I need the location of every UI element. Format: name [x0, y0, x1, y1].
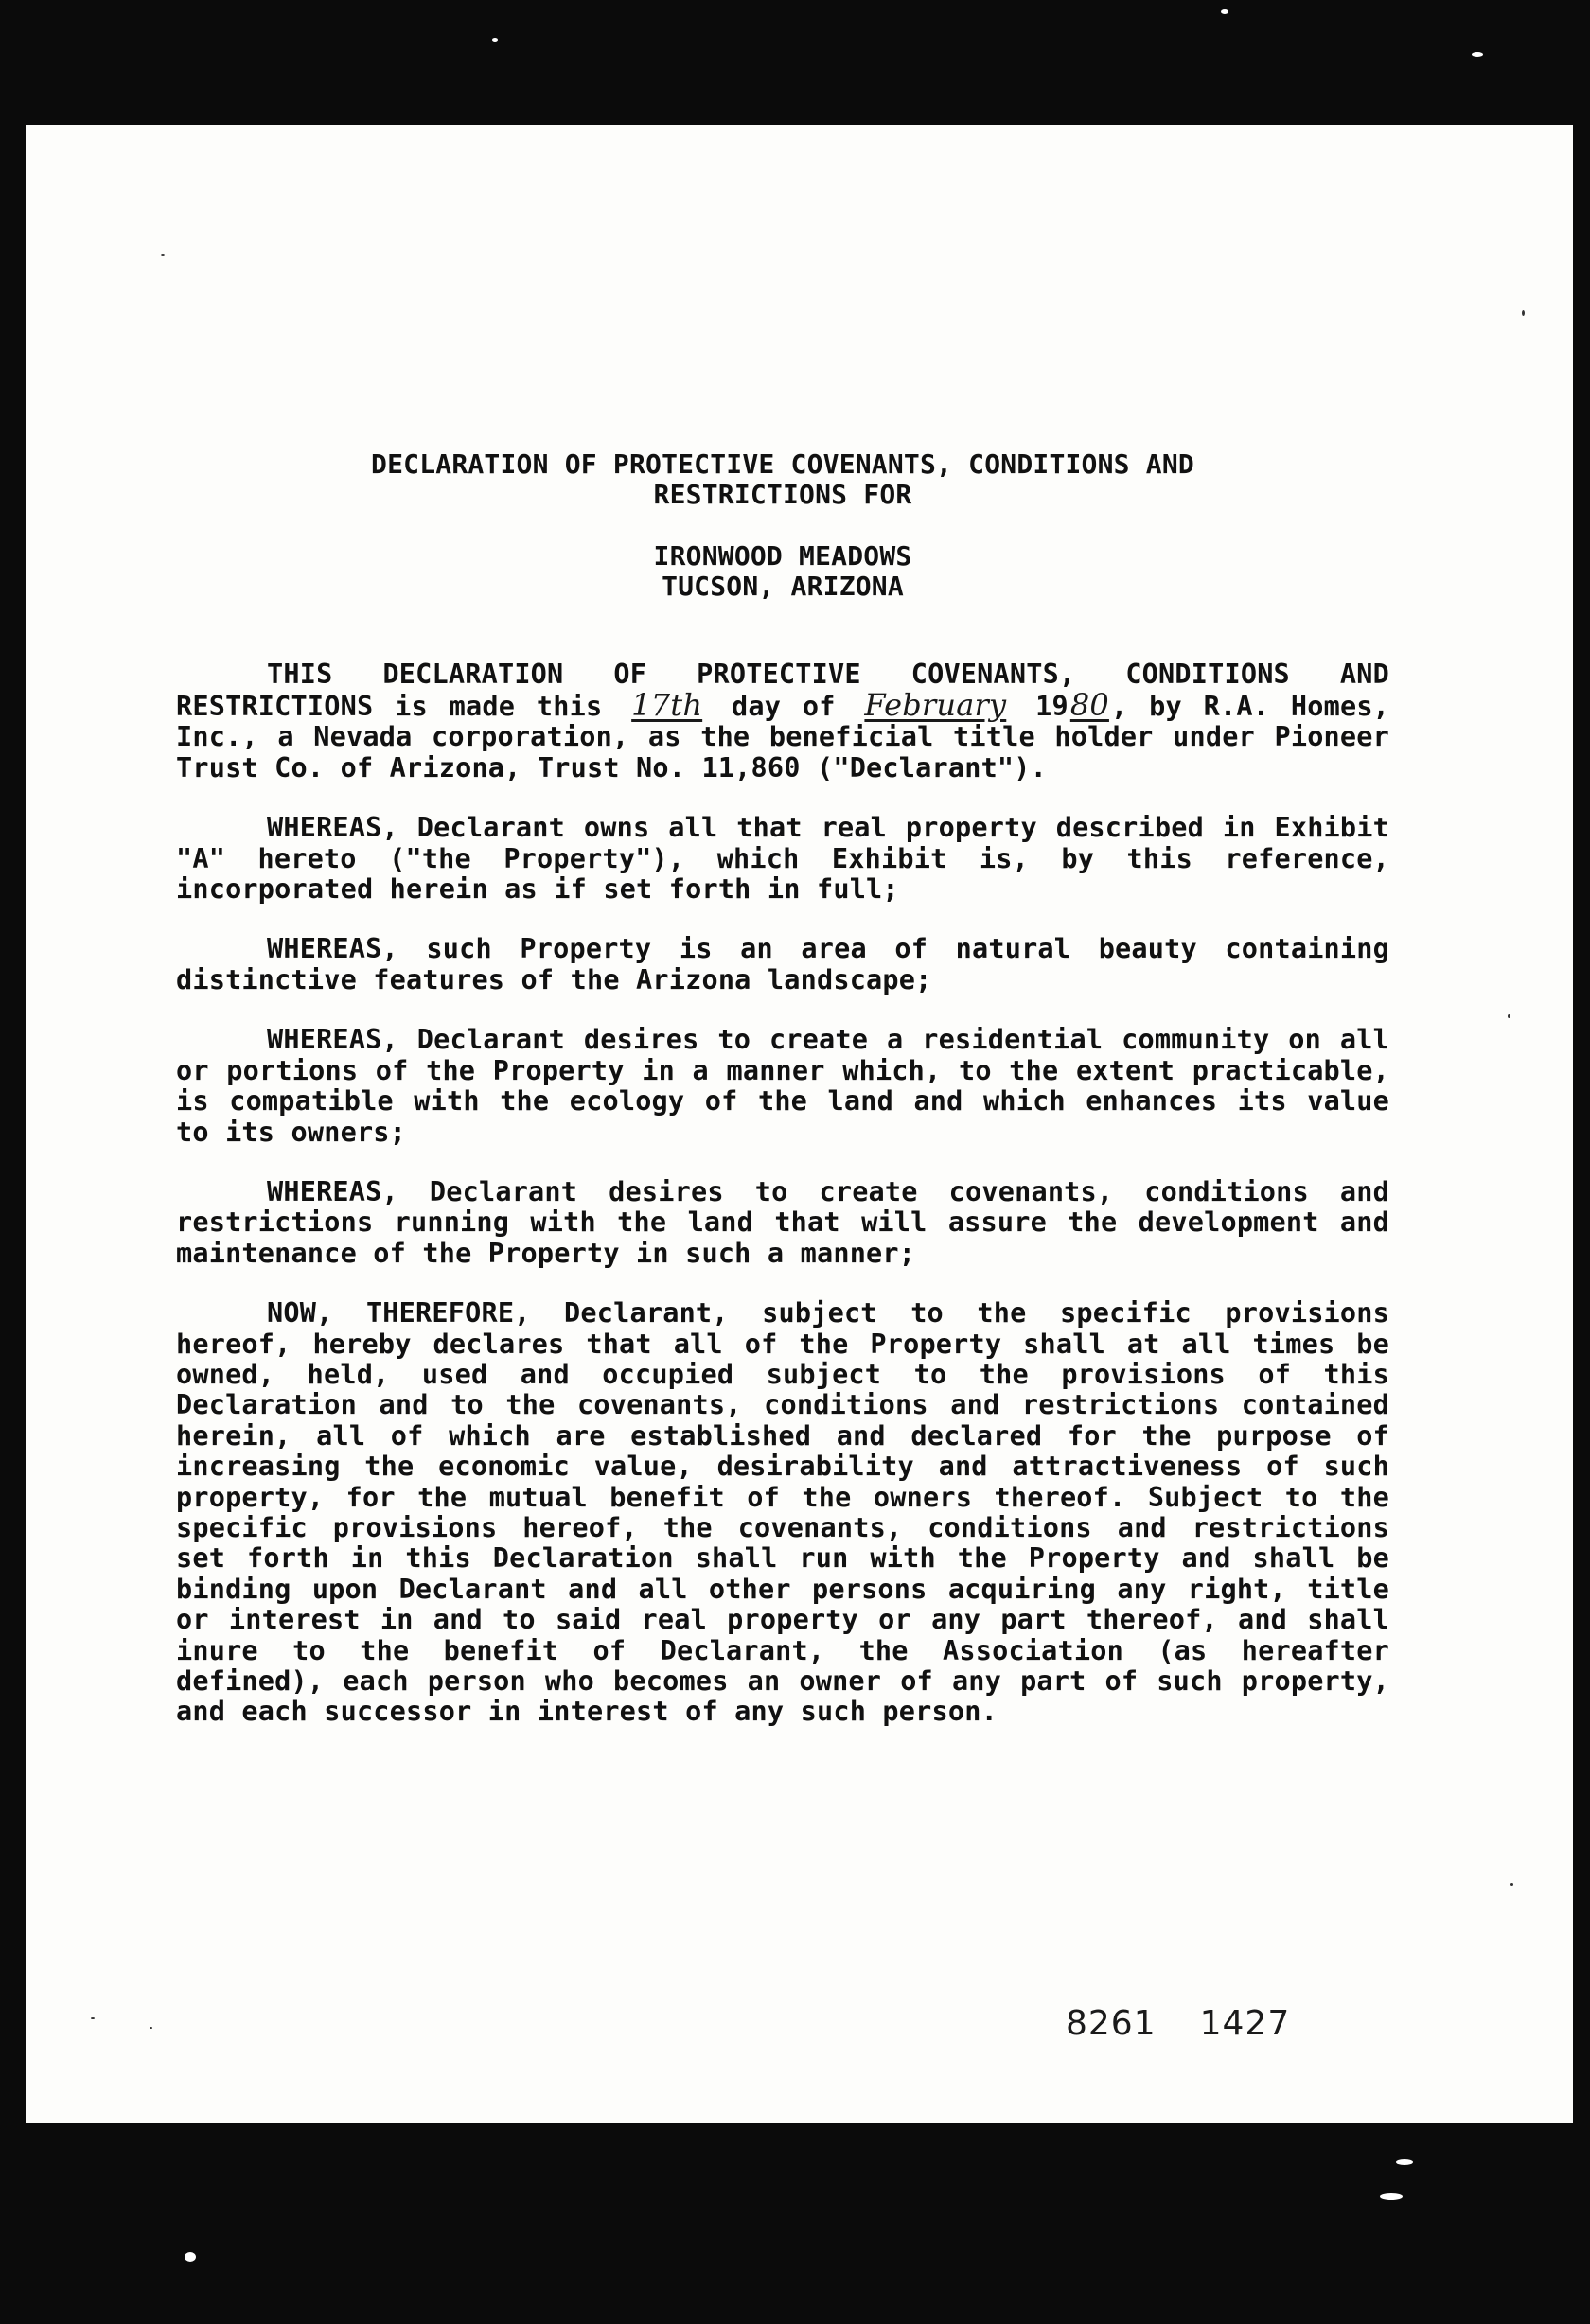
document-subtitle-line-1: IRONWOOD MEADOWS [653, 539, 912, 572]
handwritten-month: February [864, 687, 1007, 724]
declaration-document [176, 449, 1389, 1757]
scan-speck [91, 2017, 95, 2019]
folio-book-number: 8261 [1066, 2004, 1157, 2043]
paragraph-text: WHEREAS, Declarant desires to create a residential community on all or portions of the Property in a manner which, to the extent practicable, is compatible with the ecology of the land and which enhances its value to its owners; [176, 1024, 1389, 1148]
intro-text-end: , by R.A. Homes, Inc., a Nevada corporation, as the beneficial title holder under Pioneer Trust Co. of Arizona, Trust No. 11,860 ("Declarant"). [176, 691, 1390, 783]
scan-speck [161, 254, 165, 256]
paragraph-text: WHEREAS, Declarant desires to create covenants, conditions and restrictions running with the land that will assure the development and maintenance of the Property in such a manner; [176, 1175, 1389, 1269]
scan-speck [150, 2027, 152, 2029]
intro-text-day-of: day of [731, 691, 836, 723]
scan-speck [1510, 1883, 1513, 1886]
border-speck [1221, 9, 1228, 14]
border-speck [185, 2252, 196, 2262]
paragraph-text: NOW, THEREFORE, Declarant, subject to the specific provisions hereof, hereby declares that all of the Property shall at all times be owned, held, used and occupied subject to the provisions of this Declaration and to the covenants, conditions and restrictions contained herein, all of which are established and declared for the purpose of increasing the economic value, desirability and attractiveness of such property, for the mutual benefit of the owners thereof. Subject to the specific provisions hereof, the covenants, conditions and restrictions set forth in this Declaration shall run with the Property and shall be binding upon Declarant and all other persons acquiring any right, title or interest in and to said real property or any part thereof, and shall inure to the benefit of Declarant, the Association (as hereafter defined), each person who becomes an owner of any part of such property, and each successor in interest of any such person. [176, 1297, 1389, 1728]
border-speck [1472, 52, 1483, 57]
border-speck [1380, 2193, 1403, 2200]
paragraph-text: WHEREAS, such Property is an area of natural beauty containing distinctive features of the Arizona landscape; [176, 933, 1389, 995]
handwritten-year: 80 [1069, 687, 1109, 724]
whereas-paragraph-2 [176, 934, 1389, 995]
document-subtitle-line-2: TUCSON, ARIZONA [662, 571, 904, 603]
document-title-line-2: RESTRICTIONS FOR [653, 479, 912, 511]
paragraph-text: WHEREAS, Declarant owns all that real property described in Exhibit "A" hereto ("the Property"), which Exhibit is, by this reference, incorporated herein as if set forth in full; [176, 812, 1389, 906]
border-speck [1396, 2159, 1413, 2165]
now-therefore-paragraph [176, 1298, 1389, 1728]
intro-text-start: THIS DECLARATION OF PROTECTIVE COVENANTS, CONDITIONS AND RESTRICTIONS is made this [176, 658, 1389, 723]
whereas-paragraph-3 [176, 1025, 1389, 1148]
recording-folio [1066, 2004, 1290, 2043]
whereas-paragraph-4 [176, 1177, 1389, 1269]
border-speck [492, 38, 498, 42]
scan-speck [1522, 310, 1525, 316]
handwritten-day: 17th [631, 687, 703, 724]
document-title-line-1: DECLARATION OF PROTECTIVE COVENANTS, CONDITIONS AND [371, 449, 1194, 480]
intro-paragraph [176, 660, 1389, 784]
folio-page-number: 1427 [1199, 2004, 1291, 2043]
scan-speck [1508, 1014, 1510, 1018]
intro-year-prefix: 19 [1035, 691, 1069, 723]
whereas-paragraph-1 [176, 813, 1389, 905]
